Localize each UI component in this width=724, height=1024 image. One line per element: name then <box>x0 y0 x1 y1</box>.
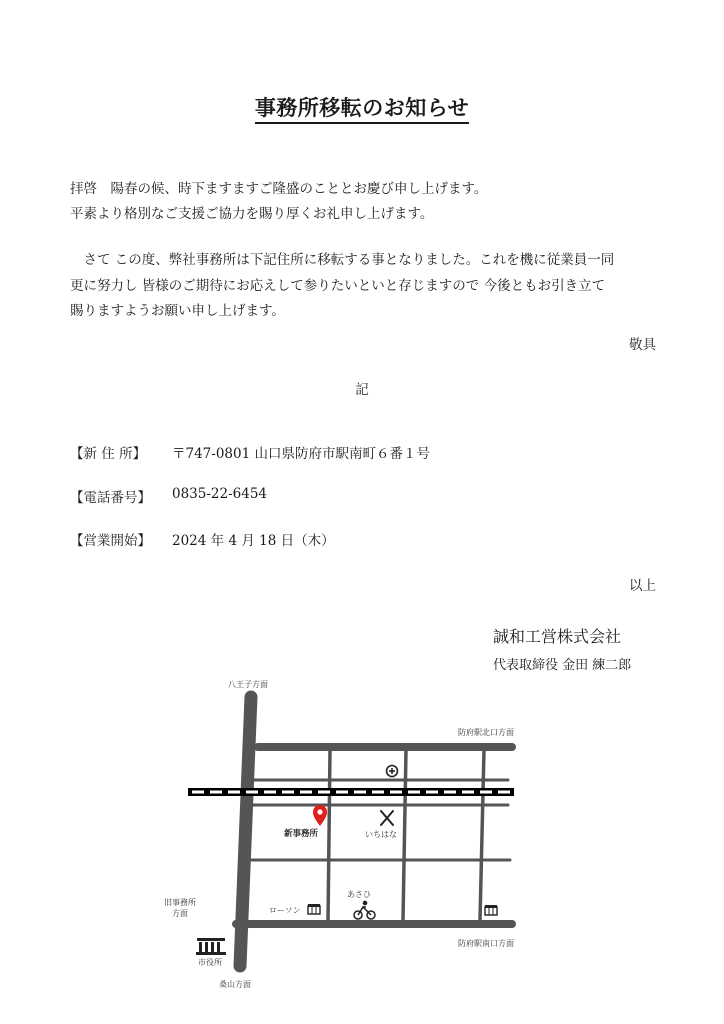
address-label: 【新 住 所】 <box>70 446 147 462</box>
label-asahi: あさひ <box>347 890 371 899</box>
road-v1 <box>328 750 330 922</box>
body-line-2: 更に努力し 皆様のご期待にお応えして参りたいといと存じますので 今後ともお引き立て <box>70 278 606 294</box>
road-v3 <box>480 750 484 920</box>
label-station-south: 防府駅南口方面 <box>458 939 514 948</box>
greeting-line-1: 拝啓 陽春の候、時下ますますご隆盛のこととお慶び申し上げます。 <box>70 181 488 197</box>
ijo-closing: 以上 <box>629 578 656 594</box>
company-name: 誠和工営株式会社 <box>493 627 622 646</box>
label-kuwayama: 桑山方面 <box>219 980 251 989</box>
ki-heading: 記 <box>355 382 369 398</box>
bicycle-icon <box>354 901 375 919</box>
body-line-1: さて この度、弊社事務所は下記住所に移転する事となりました。これを機に従業員一同 <box>70 252 615 268</box>
document-title: 事務所移転のお知らせ <box>0 92 724 122</box>
location-pin-icon <box>313 805 327 826</box>
convenience-store-icon-2 <box>485 905 497 915</box>
label-old-office-direction: 方面 <box>172 909 188 918</box>
representative-name: 代表取締役 金田 練二郎 <box>493 658 632 673</box>
label-new-office: 新事務所 <box>284 829 319 839</box>
label-old-office: 旧事務所 <box>164 898 196 907</box>
body-line-3: 賜りますようお願い申し上げます。 <box>70 303 285 319</box>
convenience-store-icon <box>308 904 320 914</box>
label-station-north: 防府駅北口方面 <box>458 728 514 737</box>
label-hachioji: 八王子方面 <box>228 680 268 689</box>
city-hall-icon <box>196 938 226 955</box>
label-city-hall: 市役所 <box>198 958 222 967</box>
road-v2 <box>403 750 406 920</box>
hospital-icon <box>387 766 398 777</box>
restaurant-icon <box>381 811 393 825</box>
phone-label: 【電話番号】 <box>70 490 151 506</box>
start-value: 2024 年 4 月 18 日（木） <box>172 533 335 549</box>
address-value: 〒747-0801 山口県防府市駅南町６番１号 <box>172 446 430 462</box>
start-label: 【営業開始】 <box>70 533 151 549</box>
closing-keigu: 敬具 <box>629 337 656 353</box>
greeting-line-2: 平素より格別なご支援ご協力を賜り厚くお礼申し上げます。 <box>70 206 434 222</box>
label-lawson: ローソン <box>269 906 301 915</box>
phone-value: 0835-22-6454 <box>172 486 268 502</box>
label-ichihana: いちはな <box>365 830 397 839</box>
